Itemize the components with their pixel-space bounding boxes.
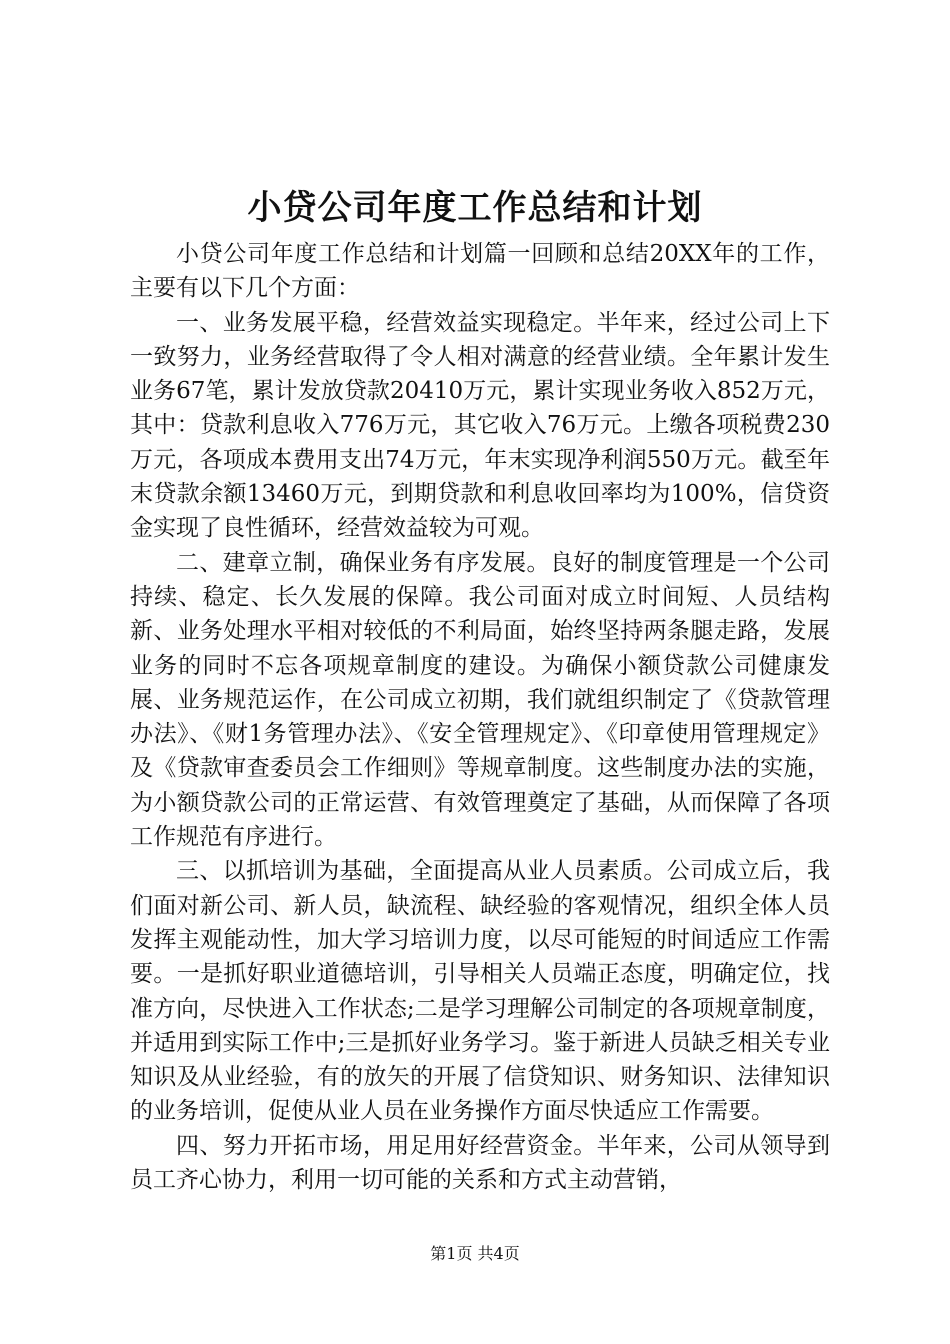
paragraph-section-4: 四、努力开拓市场，用足用好经营资金。半年来，公司从领导到员工齐心协力，利用一切可能的关系和方式主动营销， [130,1132,830,1194]
document-title: 小贷公司年度工作总结和计划 [247,188,703,228]
paragraph-section-3: 三、以抓培训为基础，全面提高从业人员素质。公司成立后，我们面对新公司、新人员，缺流程、缺经验的客观情况，组织全体人员发挥主观能动性，加大学习培训力度，以尽可能短的时间适应工作需要。一是抓好职业道德培训，引导相关人员端正态度，明确定位，找准方向，尽快进入工作状态;二是学习理解公司制定的各项规章制度，并适用到实际工作中;三是抓好业务学习。鉴于新进人员缺乏相关专业知识及从业经验，有的放矢的开展了信贷知识、财务知识、法律知识的业务培训，促使从业人员在业务操作方面尽快适应工作需要。 [130,858,830,1125]
paragraph-intro: 小贷公司年度工作总结和计划篇一回顾和总结20XX年的工作，主要有以下几个方面： [130,241,830,302]
paragraph-section-2: 二、建章立制，确保业务有序发展。良好的制度管理是一个公司持续、稳定、长久发展的保障。我公司面对成立时间短、人员结构新、业务处理水平相对较低的不利局面，始终坚持两条腿走路，发展业务的同时不忘各项规章制度的建设。为确保小额贷款公司健康发展、业务规范运作，在公司成立初期，我们就组织制定了《贷款管理办法》、《财1务管理办法》、《安全管理规定》、《印章使用管理规定》及《贷款审查委员会工作细则》等规章制度。这些制度办法的实施，为小额贷款公司的正常运营、有效管理奠定了基础，从而保障了各项工作规范有序进行。 [130,549,830,851]
page-number-footer: 第1页 共4页 [430,1244,520,1263]
document-body [130,237,830,1197]
paragraph-section-1: 一、业务发展平稳，经营效益实现稳定。半年来，经过公司上下一致努力，业务经营取得了令人相对满意的经营业绩。全年累计发生业务67笔，累计发放贷款20410万元，累计实现业务收入852万元，其中：贷款利息收入776万元，其它收入76万元。上缴各项税费230万元，各项成本费用支出74万元，年末实现净利润550万元。截至年末贷款余额13460万元，到期贷款和利息收回率均为100%，信贷资金实现了良性循环，经营效益较为可观。 [130,309,830,542]
